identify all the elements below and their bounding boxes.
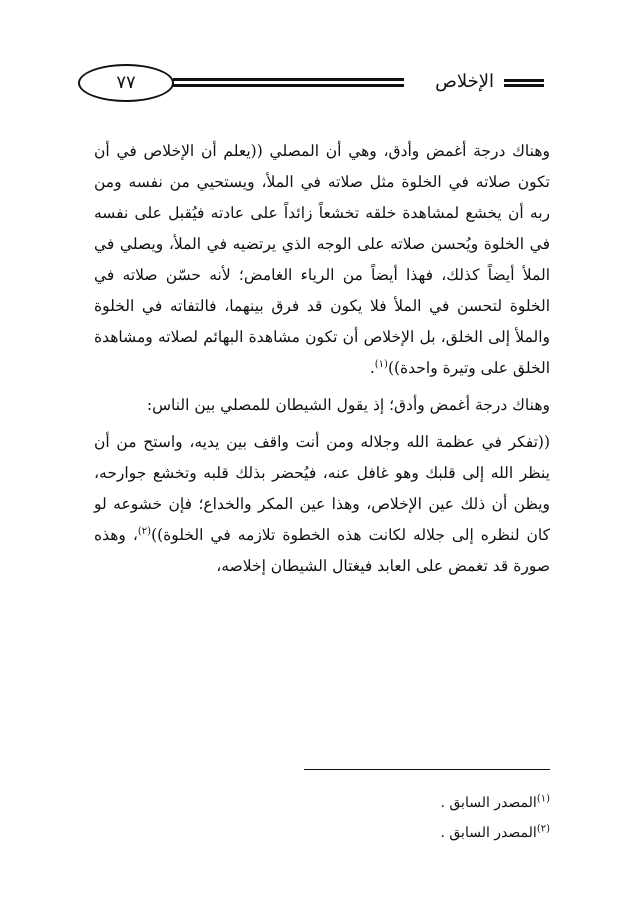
paragraph-text: ((تفكر في عظمة الله وجلاله ومن أنت واقف بين يديه، واستح من أن ينظر الله إلى قلبك وهو غافل عنه، فيُحضر بذلك قلبه وتخشع جوارحه، ويظن أن ذلك عين الإخلاص، وهذا عين المكر والخداع؛ فإن خشوعه لو كان لنظره إلى جلاله لكانت هذه الخطوة تلازمه في الخلوة)) [94, 433, 550, 544]
running-title: الإخلاص [435, 71, 494, 92]
page-number: ٧٧ [78, 64, 174, 102]
paragraph-tail: . [369, 359, 375, 377]
footnote [94, 818, 550, 848]
footnote-rule [304, 769, 550, 770]
footnote-ref: (٢) [137, 525, 152, 537]
footnotes [94, 788, 550, 848]
paragraph-tail: ، وهذه صورة قد تغمض على العابد فيغتال الشيطان إخلاصه، [94, 526, 550, 575]
title-ornament [504, 79, 544, 87]
body-text [94, 136, 550, 582]
footnote [94, 788, 550, 818]
paragraph [94, 390, 550, 421]
paragraph [94, 427, 550, 582]
footnote-number: (٢) [536, 823, 550, 835]
footnote-ref: (١) [374, 358, 388, 370]
paragraph-text: وهناك درجة أغمض وأدق، وهي أن المصلي ((يعلم أن الإخلاص في أن تكون صلاته في الخلوة مثل صلاته في الملأ، ويستحيي من نفسه ومن ربه أن يخشع لمشاهدة خلقه تخشعاً زائداً على عادته فيُقبل على نفسه في الخلوة ويُحسن صلاته على الوجه الذي يرتضيه في الملأ، ويصلي في الملأ أيضاً كذلك، فهذا أيضاً من الرياء الغامض؛ لأنه حسّن صلاته في الخلوة لتحسن في الملأ فلا يكون قد فرق بينهما، فالتفاته في الخلوة والملأ إلى الخلق، بل الإخلاص أن تكون مشاهدة البهائم لصلاته ومشاهدة الخلق على وتيرة واحدة)) [94, 142, 550, 377]
paragraph-text: وهناك درجة أغمض وأدق؛ إذ يقول الشيطان للمصلي بين الناس: [146, 396, 550, 414]
footnote-number: (١) [536, 793, 550, 805]
paragraph [94, 136, 550, 384]
page-header [78, 64, 544, 108]
header-rule [173, 78, 404, 87]
footnote-text: المصدر السابق . [440, 825, 537, 841]
footnote-text: المصدر السابق . [440, 795, 537, 811]
